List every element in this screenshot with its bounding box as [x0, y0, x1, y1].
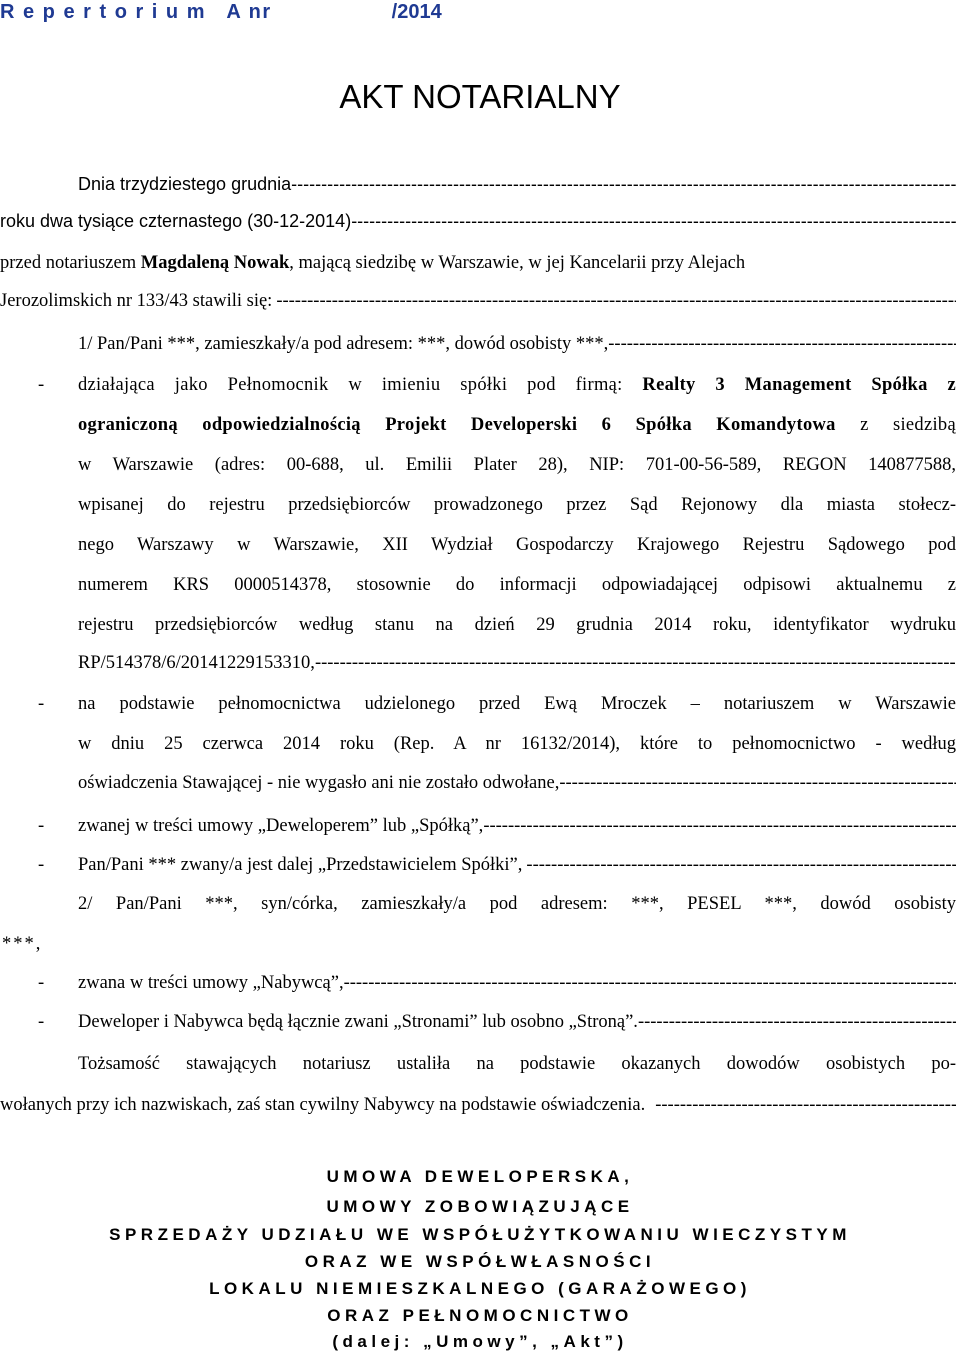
dash-filler [272, 281, 956, 321]
heading-line-2: UMOWY ZOBOWIĄZUJĄCE [326, 1197, 634, 1216]
dash-filler [608, 324, 956, 364]
company-address-text: w Warszawie (adres: 00-688, ul. [78, 455, 385, 475]
intro-line-2 [0, 201, 956, 241]
party2-line-1 [0, 884, 960, 924]
dash-filler [315, 643, 956, 683]
party1-rep-line-4 [0, 485, 960, 525]
identity-text-1: Tożsamość stawających notariusz ustaliła na podstawie okazanych dowodów osobistych po- [78, 1054, 956, 1074]
party1-rep-line-6 [0, 565, 960, 605]
repertorium-year: /2014 [391, 1, 442, 23]
list-dash: - [38, 694, 45, 714]
heading-line-5: LOKALU NIEMIESZKALNEGO (GARAŻOWEGO) [209, 1279, 751, 1298]
buyer-def-line [0, 963, 960, 1003]
poa-text-3: oświadczenia Stawającej - nie wygasło ani nie zostało odwołane, [78, 773, 560, 793]
poa-line-2 [0, 724, 960, 764]
printout-id-text: RP/514378/6/20141229153310, [78, 653, 315, 673]
poa-line-3 [78, 763, 956, 803]
intro-notary-suffix: , mającą siedzibę w Warszawie, w jej Kancelarii przy Alejach [289, 253, 746, 273]
intro-year-text: roku dwa tysiące czternastego (30-12-2014) [0, 211, 352, 231]
heading-line-7: (dalej: „Umowy”, „Akt”) [332, 1332, 628, 1351]
party1-text: 1/ Pan/Pani ***, zamieszkały/a pod adresem: ***, dowód osobisty ***, [78, 334, 609, 354]
dash-filler [645, 1085, 956, 1125]
list-dash: - [38, 855, 45, 875]
party1-rep-line-5 [0, 525, 960, 565]
dash-filler [559, 763, 956, 803]
registry-text-4: rejestru przedsiębiorców według stanu na dzień 29 grudnia 2014 roku, identyfikator wydruku [78, 615, 956, 635]
intro-date-text: Dnia trzydziestego grudnia [78, 174, 292, 194]
party1-rep-line-2 [0, 405, 960, 445]
company-ids-text: Emilii Plater 28), NIP: 701-00-56-589, REGON 140877588, [405, 455, 956, 475]
company-name-part2: ograniczoną odpowiedzialnością Projekt Developerski 6 Spółka Komandytowa [78, 415, 836, 435]
party1-line [78, 324, 956, 364]
party2-id-tail: ***, [2, 934, 43, 954]
identity-text-2: wołanych przy ich nazwiskach, zaś stan cywilny Nabywcy na podstawie oświadczenia. [0, 1095, 646, 1115]
representative-def-text: Pan/Pani *** zwany/a jest dalej „Przedstawicielem Spółki”, [78, 855, 523, 875]
party1-rep-line-8 [78, 643, 956, 683]
poa-line-1 [0, 684, 960, 724]
party1-rep-line-7 [0, 605, 960, 645]
heading-line-3: SPRZEDAŻY UDZIAŁU WE WSPÓŁUŻYTKOWANIU WIECZYSTYM [109, 1225, 851, 1244]
document-title: AKT NOTARIALNY [339, 78, 621, 115]
intro-line-1 [78, 164, 956, 204]
list-dash: - [38, 973, 45, 993]
intro-notary-prefix: przed notariuszem [0, 253, 137, 273]
buyer-def-text: zwana w treści umowy „Nabywcą”, [78, 973, 344, 993]
registry-text-2: nego Warszawy w Warszawie, XII Wydział Gospodarczy Krajowego Rejestru Sądowego pod [78, 535, 956, 555]
poa-text-1: na podstawie pełnomocnictwa udzielonego przed Ewą Mroczek – notariuszem w Warszawie [78, 694, 956, 714]
dash-filler [291, 164, 956, 204]
list-dash: - [38, 1012, 45, 1032]
intro-line-3 [0, 243, 960, 283]
repertorium-header [0, 0, 960, 32]
parties-def-line [0, 1002, 960, 1042]
heading-line-6: ORAZ PEŁNOMOCNICTWO [327, 1306, 633, 1325]
party1-rep-line-1 [0, 365, 960, 405]
heading-line-1: UMOWA DEWELOPERSKA, [326, 1167, 634, 1186]
dash-filler [483, 806, 956, 846]
intro-appeared-text: Jerozolimskich nr 133/43 stawili się: [0, 291, 273, 311]
dash-filler [351, 201, 956, 241]
intro-line-4 [0, 281, 956, 321]
party1-rep-line-3 [0, 445, 960, 485]
developer-def-text: zwanej w treści umowy „Deweloperem” lub „Spółką”, [78, 816, 484, 836]
list-dash: - [38, 375, 45, 395]
repertorium-label: R e p e r t o r i u m A nr [0, 1, 272, 23]
heading-line-4: ORAZ WE WSPÓŁWŁASNOŚCI [304, 1252, 656, 1271]
notary-name: Magdaleną Nowak [140, 253, 290, 273]
party2-line-2 [0, 924, 960, 964]
rep-acting-text: działająca jako Pełnomocnik w imieniu spółki pod firmą: [78, 375, 623, 395]
parties-def-text: Deweloper i Nabywca będą łącznie zwani „Stronami” lub osobno „Stroną”. [78, 1012, 638, 1032]
party2-text: 2/ Pan/Pani ***, syn/córka, zamieszkały/a pod adresem: ***, PESEL ***, dowód osobisty [78, 894, 956, 914]
poa-text-2: w dniu 25 czerwca 2014 roku (Rep. A nr 16132/2014), które to pełnomocnictwo - według [78, 734, 956, 754]
identity-line-1 [0, 1044, 960, 1084]
developer-def-line [0, 806, 960, 846]
dash-filler [638, 1002, 956, 1042]
dash-filler [344, 963, 956, 1003]
registry-text-1: wpisanej do rejestru przedsiębiorców prowadzonego przez Sąd Rejonowy dla miasta stołecz- [78, 495, 956, 515]
dash-filler [522, 845, 956, 885]
company-name-part1: Realty 3 Management Spółka z [642, 375, 957, 395]
list-dash: - [38, 816, 45, 836]
identity-line-2 [0, 1085, 956, 1125]
representative-def-line [0, 845, 960, 885]
registry-text-3: numerem KRS 0000514378, stosownie do informacji odpowiadającej odpisowi aktualnemu z [78, 575, 956, 595]
company-seat-text: z siedzibą [860, 415, 956, 435]
